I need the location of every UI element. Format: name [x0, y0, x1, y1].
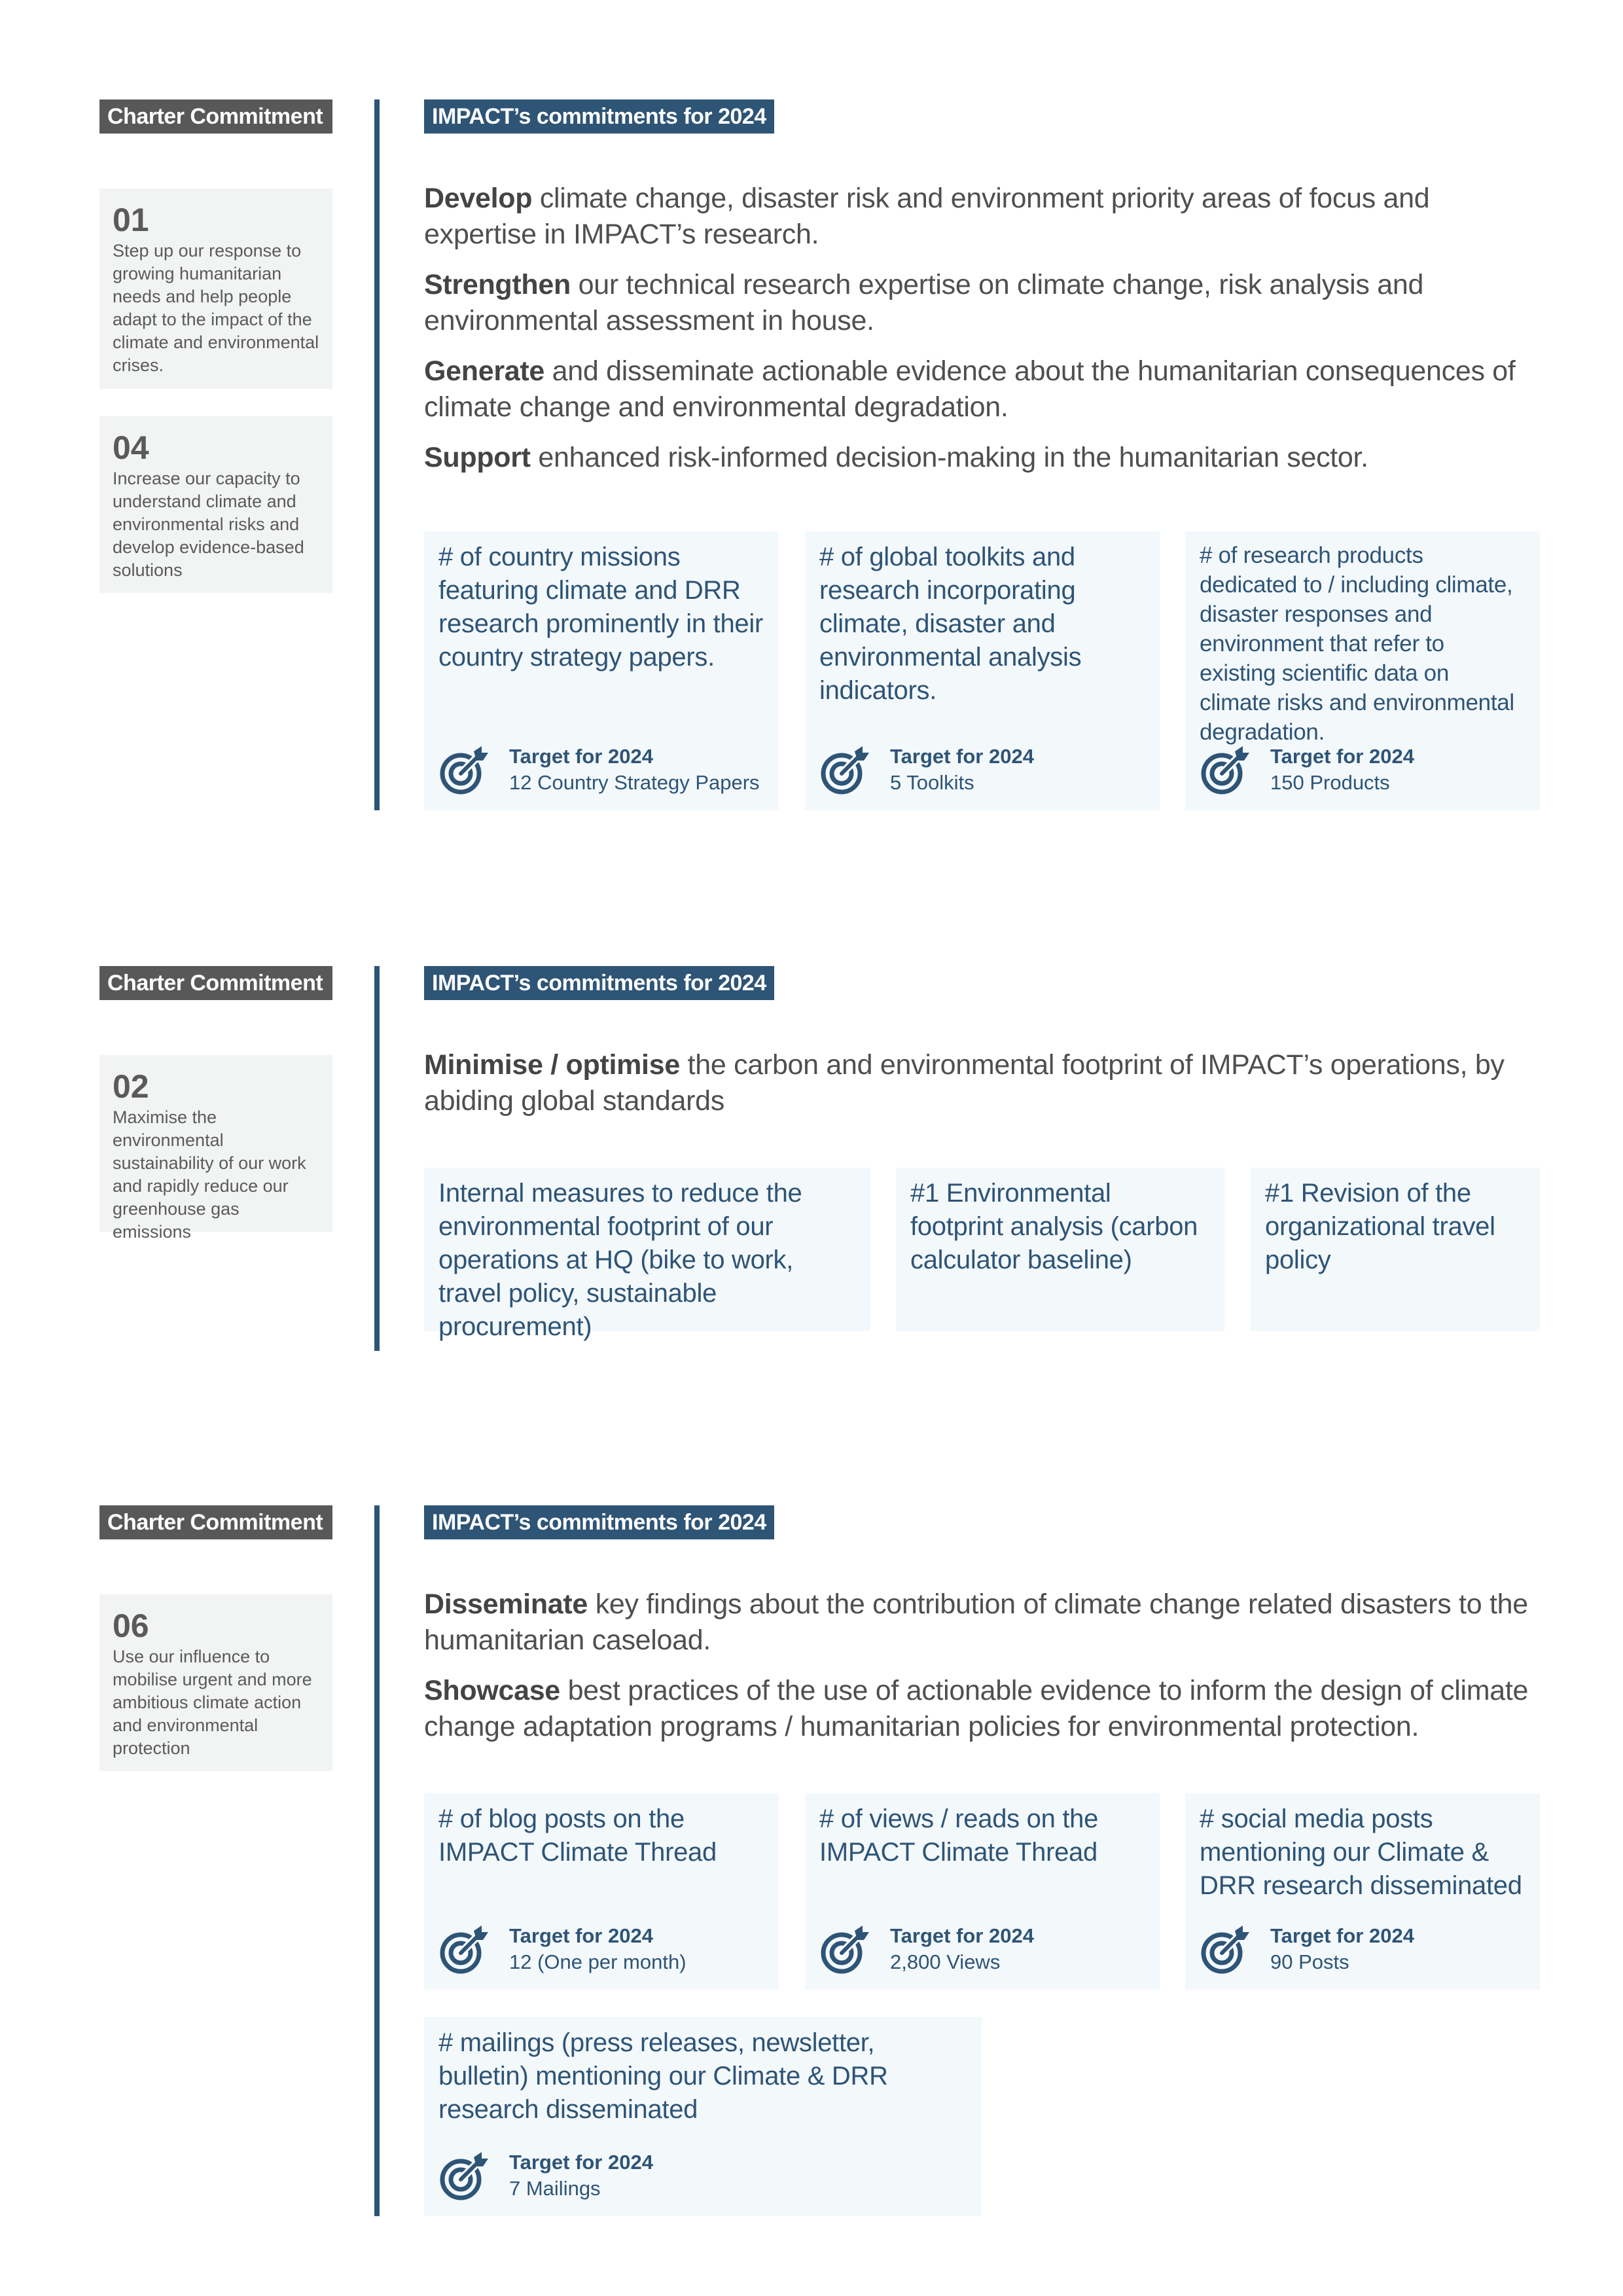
indicator-text: #1 Revision of the organizational travel policy: [1265, 1179, 1495, 1274]
target-value: 12 (One per month): [509, 1950, 687, 1973]
indicator-text: # mailings (press releases, newsletter, bulletin) mentioning our Climate & DRR research disseminated: [438, 2028, 888, 2124]
commitment-paragraph: Strengthen our technical research expertise on climate change, risk analysis and environmental assessment in house.: [424, 269, 1424, 336]
target-label: Target for 2024: [509, 745, 653, 768]
commitment-box: [99, 1594, 332, 1771]
indicator-card: [1185, 1793, 1540, 1990]
charter-commitment-tag: Charter Commitment: [99, 1505, 332, 1539]
indicator-text: # of global toolkits and research incorporating climate, disaster and environmental analysis indicators.: [819, 543, 1082, 705]
target-arrow-icon: [1200, 1923, 1252, 1975]
target-block: [819, 744, 1034, 796]
commitment-number: 04: [113, 429, 149, 466]
target-value: 5 Toolkits: [890, 771, 974, 794]
indicator-card: [805, 1793, 1160, 1990]
target-arrow-icon: [438, 744, 491, 796]
commitment-description: Increase our capacity to understand climate and environmental risks and develop evidence-based solutions: [113, 469, 304, 580]
indicator-card: [424, 1793, 779, 1990]
commitment-description: Use our influence to mobilise urgent and more ambitious climate action and environmental protection: [113, 1647, 312, 1758]
indicator-text: # social media posts mentioning our Climate & DRR research disseminated: [1200, 1804, 1522, 1900]
indicator-card: [896, 1168, 1224, 1331]
indicator-text: # of blog posts on the IMPACT Climate Thread: [438, 1804, 717, 1867]
section-divider-line: [374, 1505, 380, 2216]
indicator-card: [1251, 1168, 1540, 1331]
impact-commitments-tag: IMPACT’s commitments for 2024: [424, 1505, 774, 1539]
impact-commitments-tag: IMPACT’s commitments for 2024: [424, 966, 774, 1000]
indicator-text: # of country missions featuring climate and DRR research prominently in their country strategy papers.: [438, 543, 763, 672]
indicator-card: [424, 1168, 870, 1341]
commitment-paragraph: Support enhanced risk-informed decision-making in the humanitarian sector.: [424, 442, 1368, 473]
commitment-box: [99, 1055, 332, 1242]
commitment-number: 06: [113, 1607, 149, 1644]
target-arrow-icon: [1200, 744, 1252, 796]
commitment-paragraph: Develop climate change, disaster risk and environment priority areas of focus and expertise in IMPACT’s research.: [424, 183, 1430, 250]
target-block: [819, 1923, 1034, 1975]
target-block: [438, 1923, 687, 1975]
target-block: [1200, 744, 1414, 796]
target-arrow-icon: [819, 1923, 872, 1975]
indicator-text: Internal measures to reduce the environmental footprint of our operations at HQ (bike to work, travel policy, sustainable procurement): [438, 1179, 802, 1341]
commitment-number: 02: [113, 1068, 149, 1105]
commitment-paragraph: Showcase best practices of the use of actionable evidence to inform the design of climate change adaptation programs / humanitarian policies for environmental protection.: [424, 1675, 1529, 1742]
charter-commitment-tag: Charter Commitment: [99, 99, 332, 134]
target-value: 12 Country Strategy Papers: [509, 771, 760, 794]
charter-commitment-tag: Charter Commitment: [99, 966, 332, 1000]
indicator-card: [424, 2017, 982, 2216]
section-divider-line: [374, 966, 380, 1351]
target-block: [438, 2149, 653, 2202]
target-block: [1200, 1923, 1414, 1975]
commitment-number: 01: [113, 202, 149, 238]
indicator-card: [424, 531, 779, 810]
target-value: 2,800 Views: [890, 1950, 1001, 1973]
target-block: [438, 744, 760, 796]
commitment-description: Maximise the environmental sustainability of our work and rapidly reduce our greenhouse gas emissions: [113, 1107, 306, 1242]
commitment-paragraph: Disseminate key findings about the contribution of climate change related disasters to the humanitarian caseload.: [424, 1588, 1528, 1656]
target-arrow-icon: [438, 1923, 491, 1975]
target-label: Target for 2024: [890, 745, 1034, 768]
indicator-card: [1185, 531, 1540, 810]
section-divider-line: [374, 99, 380, 810]
indicator-text: # of research products dedicated to / including climate, disaster responses and environment that refer to existing scientific data on climate risks and environmental degradation.: [1200, 543, 1514, 745]
target-value: 7 Mailings: [509, 2177, 601, 2200]
indicator-text: # of views / reads on the IMPACT Climate Thread: [819, 1804, 1099, 1867]
commitment-description: Step up our response to growing humanitarian needs and help people adapt to the impact of the climate and environmental crises.: [113, 241, 319, 375]
target-label: Target for 2024: [509, 2151, 653, 2174]
target-label: Target for 2024: [509, 1924, 653, 1947]
target-arrow-icon: [819, 744, 872, 796]
target-label: Target for 2024: [1270, 1924, 1414, 1947]
target-label: Target for 2024: [1270, 745, 1414, 768]
target-arrow-icon: [438, 2149, 491, 2202]
target-value: 90 Posts: [1270, 1950, 1349, 1973]
commitment-box: [99, 416, 332, 593]
commitment-box: [99, 188, 332, 389]
target-value: 150 Products: [1270, 771, 1390, 794]
target-label: Target for 2024: [890, 1924, 1034, 1947]
impact-commitments-tag: IMPACT’s commitments for 2024: [424, 99, 774, 134]
commitment-paragraph: Generate and disseminate actionable evidence about the humanitarian consequences of climate change and environmental degradation.: [424, 355, 1516, 423]
indicator-card: [805, 531, 1160, 810]
commitment-paragraph: Minimise / optimise the carbon and environmental footprint of IMPACT’s operations, by abiding global standards: [424, 1049, 1505, 1117]
indicator-text: #1 Environmental footprint analysis (carbon calculator baseline): [910, 1179, 1198, 1274]
